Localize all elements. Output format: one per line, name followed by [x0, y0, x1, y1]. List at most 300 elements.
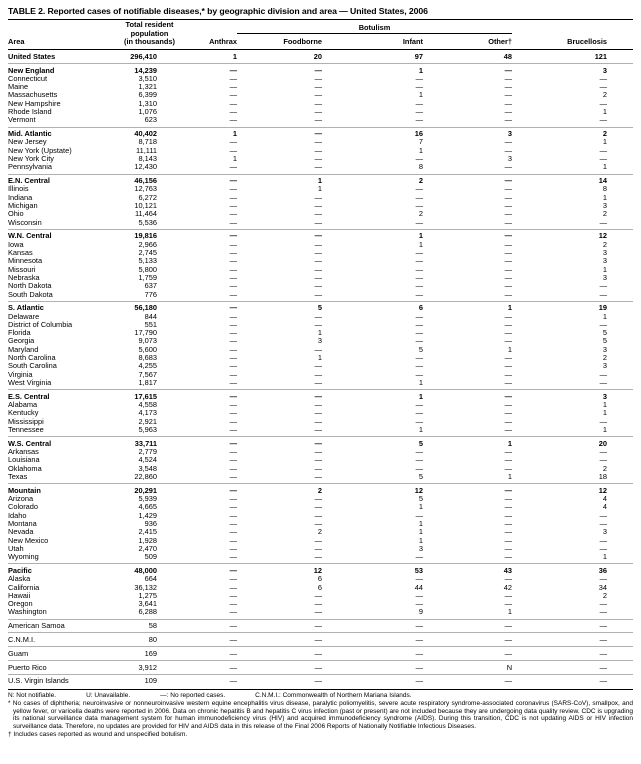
brucellosis-cell: 5 — [602, 336, 608, 346]
anthrax-cell: — — [229, 239, 237, 249]
area-name-cell: Indiana — [8, 192, 33, 202]
botulism-other-cell: — — [504, 82, 513, 92]
botulism-foodborne-cell: — — [314, 590, 322, 600]
population-cell: 2,921 — [138, 416, 157, 426]
botulism-infant-cell: — — [415, 400, 423, 410]
botulism-infant-cell: 2 — [418, 209, 423, 219]
population-cell: 2,966 — [138, 239, 157, 249]
botulism-other-cell: — — [504, 217, 513, 227]
brucellosis-cell: 3 — [512, 390, 633, 401]
area-name-cell: Illinois — [8, 184, 29, 194]
population-cell: 3,641 — [138, 599, 157, 609]
botulism-infant-cell: 5 — [322, 437, 423, 448]
area-name-cell: Connecticut — [8, 73, 48, 83]
botulism-foodborne-cell: — — [314, 311, 322, 321]
population-cell: 6,399 — [138, 90, 157, 100]
anthrax-cell: — — [157, 674, 237, 689]
brucellosis-cell: 3 — [602, 344, 608, 354]
area-name-cell: South Carolina — [8, 361, 57, 371]
anthrax-cell: — — [229, 336, 237, 346]
botulism-foodborne-cell: — — [237, 390, 322, 401]
brucellosis-cell: 3 — [602, 256, 608, 266]
brucellosis-cell: 34 — [598, 582, 608, 592]
population-cell: 2,779 — [138, 447, 157, 457]
area-name-cell: Mississippi — [8, 416, 44, 426]
area-row — [8, 647, 633, 661]
population-cell: 1,076 — [138, 107, 157, 117]
botulism-foodborne-cell: — — [314, 361, 322, 371]
area-name-cell: Maine — [8, 82, 29, 92]
anthrax-cell: — — [157, 564, 237, 575]
area-name-cell: Alaska — [8, 574, 31, 584]
botulism-foodborne-cell: 3 — [317, 336, 322, 346]
area-name-cell: Texas — [8, 471, 28, 481]
population-cell: 36,132 — [134, 582, 157, 592]
anthrax-cell: — — [229, 416, 237, 426]
area-name-cell: Kansas — [8, 248, 33, 258]
botulism-other-cell: — — [504, 264, 513, 274]
botulism-foodborne-cell: — — [314, 377, 322, 387]
brucellosis-cell: — — [599, 607, 608, 617]
botulism-foodborne-cell: — — [314, 424, 322, 434]
botulism-infant-cell: — — [322, 674, 423, 689]
botulism-foodborne-cell: — — [314, 607, 322, 617]
division-row — [8, 49, 633, 63]
area-name-cell: Oregon — [8, 599, 33, 609]
area-name-cell: Florida — [8, 328, 31, 338]
area-name-cell: New Mexico — [8, 535, 49, 545]
botulism-infant-cell: 5 — [418, 471, 423, 481]
population-cell: 3,912 — [98, 661, 157, 675]
botulism-other-cell: — — [504, 502, 513, 512]
brucellosis-cell: — — [599, 416, 608, 426]
anthrax-cell: — — [229, 82, 237, 92]
area-name-cell: Wyoming — [8, 552, 39, 562]
anthrax-cell: — — [229, 328, 237, 338]
botulism-infant-cell: — — [415, 416, 423, 426]
anthrax-cell: — — [229, 502, 237, 512]
brucellosis-cell: 3 — [602, 527, 608, 537]
population-cell: 8,718 — [138, 137, 157, 147]
area-name-cell: New England — [8, 64, 98, 75]
column-header-botulism-infant: Infant — [322, 34, 423, 50]
population-cell: 40,402 — [98, 127, 157, 138]
anthrax-cell: — — [157, 390, 237, 401]
botulism-other-cell: — — [504, 552, 513, 562]
botulism-other-cell: — — [504, 239, 513, 249]
botulism-infant-cell: — — [415, 319, 423, 329]
area-name-cell: Utah — [8, 543, 24, 553]
botulism-other-cell: 1 — [423, 301, 512, 312]
population-cell: 46,156 — [98, 174, 157, 185]
brucellosis-cell: 36 — [512, 564, 633, 575]
population-cell: 17,615 — [98, 390, 157, 401]
area-name-cell: Pennsylvania — [8, 162, 52, 172]
brucellosis-cell: 1 — [602, 162, 608, 172]
botulism-foodborne-cell: — — [314, 90, 322, 100]
division-row — [8, 301, 633, 312]
brucellosis-cell: 2 — [602, 590, 608, 600]
botulism-other-cell: — — [504, 328, 513, 338]
anthrax-cell: 1 — [157, 127, 237, 138]
botulism-infant-cell: — — [415, 115, 423, 125]
botulism-other-cell: — — [504, 145, 513, 155]
brucellosis-cell: — — [599, 510, 608, 520]
anthrax-cell: — — [229, 535, 237, 545]
population-cell: 6,288 — [138, 607, 157, 617]
table-header — [8, 20, 633, 50]
population-cell: 664 — [144, 574, 157, 584]
brucellosis-cell: 4 — [602, 494, 608, 504]
population-cell: 2,745 — [138, 248, 157, 258]
botulism-foodborne-cell: — — [314, 272, 322, 282]
area-row — [8, 661, 633, 675]
botulism-infant-cell: — — [415, 82, 423, 92]
area-row — [8, 553, 633, 564]
botulism-other-cell: — — [504, 369, 513, 379]
botulism-infant-cell: — — [415, 447, 423, 457]
brucellosis-cell: 8 — [602, 184, 608, 194]
brucellosis-cell: — — [512, 674, 633, 689]
botulism-foodborne-cell: — — [314, 145, 322, 155]
area-name-cell: Oklahoma — [8, 463, 42, 473]
botulism-other-cell: — — [504, 400, 513, 410]
population-cell: 776 — [144, 289, 157, 299]
population-cell: 14,239 — [98, 64, 157, 75]
area-name-cell: Louisiana — [8, 455, 40, 465]
anthrax-cell: — — [157, 484, 237, 495]
botulism-infant-cell: — — [415, 552, 423, 562]
brucellosis-cell: 3 — [602, 361, 608, 371]
area-name-cell: W.N. Central — [8, 229, 98, 240]
botulism-other-cell: 1 — [507, 344, 513, 354]
anthrax-cell: — — [229, 344, 237, 354]
area-name-cell: Arkansas — [8, 447, 39, 457]
anthrax-cell: — — [229, 510, 237, 520]
botulism-other-cell: — — [504, 353, 513, 363]
population-cell: 4,558 — [138, 400, 157, 410]
botulism-other-cell: — — [504, 184, 513, 194]
column-header-anthrax: Anthrax — [157, 20, 237, 50]
botulism-infant-cell: 1 — [322, 64, 423, 75]
brucellosis-cell: — — [599, 455, 608, 465]
population-cell: 4,255 — [138, 361, 157, 371]
botulism-foodborne-cell: — — [314, 98, 322, 108]
area-name-cell: Mountain — [8, 484, 98, 495]
population-header-lines — [120, 21, 179, 47]
botulism-infant-cell: 97 — [414, 51, 423, 61]
area-name-cell: North Dakota — [8, 281, 52, 291]
botulism-infant-cell: — — [415, 98, 423, 108]
area-row — [8, 674, 633, 689]
brucellosis-cell: 5 — [602, 328, 608, 338]
area-name-cell: Rhode Island — [8, 107, 52, 117]
botulism-infant-cell: — — [415, 336, 423, 346]
anthrax-cell: — — [229, 145, 237, 155]
botulism-infant-cell: 1 — [322, 229, 423, 240]
botulism-other-cell: — — [504, 272, 513, 282]
population-cell: 3,510 — [138, 73, 157, 83]
population-cell: 7,567 — [138, 369, 157, 379]
population-cell: 33,711 — [98, 437, 157, 448]
botulism-infant-cell: — — [415, 281, 423, 291]
population-cell: 4,173 — [138, 408, 157, 418]
anthrax-cell: — — [229, 463, 237, 473]
botulism-infant-cell: 9 — [418, 607, 423, 617]
area-name-cell: E.N. Central — [8, 174, 98, 185]
notifiable-diseases-table — [8, 19, 633, 690]
anthrax-cell: — — [229, 494, 237, 504]
population-cell: 5,963 — [138, 424, 157, 434]
brucellosis-cell: — — [599, 543, 608, 553]
brucellosis-cell: 3 — [602, 201, 608, 211]
botulism-other-cell: — — [504, 494, 513, 504]
botulism-foodborne-cell: 1 — [237, 174, 322, 185]
botulism-foodborne-cell: — — [314, 73, 322, 83]
anthrax-cell: — — [229, 377, 237, 387]
column-header-botulism-group: Botulism — [237, 20, 512, 34]
population-cell: 509 — [144, 552, 157, 562]
anthrax-cell: — — [229, 192, 237, 202]
population-cell: 169 — [98, 647, 157, 661]
population-cell: 5,133 — [138, 256, 157, 266]
botulism-other-cell: — — [504, 248, 513, 258]
botulism-infant-cell: — — [415, 264, 423, 274]
botulism-infant-cell: — — [322, 633, 423, 647]
area-name-cell: California — [8, 582, 40, 592]
botulism-foodborne-cell: — — [314, 115, 322, 125]
botulism-other-cell: — — [504, 256, 513, 266]
brucellosis-cell: 1 — [602, 552, 608, 562]
botulism-other-cell: — — [504, 209, 513, 219]
botulism-infant-cell: — — [415, 154, 423, 164]
area-name-cell: Minnesota — [8, 256, 43, 266]
botulism-foodborne-cell: — — [237, 661, 322, 675]
population-header-line-1: Total resident — [125, 20, 174, 29]
brucellosis-cell: 12 — [512, 484, 633, 495]
brucellosis-cell: — — [599, 377, 608, 387]
botulism-other-cell: — — [504, 455, 513, 465]
botulism-other-cell: — — [504, 107, 513, 117]
population-cell: 12,430 — [134, 162, 157, 172]
botulism-other-cell: 1 — [507, 471, 513, 481]
brucellosis-cell: 1 — [602, 192, 608, 202]
population-cell: 109 — [98, 674, 157, 689]
brucellosis-cell: — — [599, 98, 608, 108]
brucellosis-cell: 1 — [602, 311, 608, 321]
brucellosis-cell: — — [599, 154, 608, 164]
botulism-foodborne-cell: — — [314, 107, 322, 117]
botulism-foodborne-cell: — — [314, 408, 322, 418]
brucellosis-cell: 2 — [602, 463, 608, 473]
botulism-foodborne-cell: — — [314, 217, 322, 227]
botulism-other-cell: — — [504, 377, 513, 387]
botulism-infant-cell: — — [415, 73, 423, 83]
botulism-infant-cell: 6 — [322, 301, 423, 312]
anthrax-cell: — — [229, 256, 237, 266]
area-name-cell: Arizona — [8, 494, 34, 504]
botulism-foodborne-cell: 5 — [237, 301, 322, 312]
area-row — [8, 116, 633, 127]
anthrax-cell: 1 — [232, 154, 237, 164]
area-name-cell: S. Atlantic — [8, 301, 98, 312]
anthrax-cell: — — [229, 599, 237, 609]
botulism-foodborne-cell: — — [314, 154, 322, 164]
area-name-cell: Iowa — [8, 239, 24, 249]
brucellosis-cell: — — [599, 599, 608, 609]
population-cell: 58 — [98, 619, 157, 633]
botulism-foodborne-cell: — — [314, 369, 322, 379]
botulism-infant-cell: — — [415, 184, 423, 194]
area-name-cell: Michigan — [8, 201, 38, 211]
botulism-foodborne-cell: — — [314, 400, 322, 410]
botulism-other-cell: — — [504, 518, 513, 528]
botulism-infant-cell: — — [415, 574, 423, 584]
area-name-cell: Kentucky — [8, 408, 39, 418]
anthrax-cell: — — [229, 518, 237, 528]
botulism-infant-cell: — — [415, 353, 423, 363]
anthrax-cell: — — [229, 162, 237, 172]
botulism-foodborne-cell: — — [314, 599, 322, 609]
brucellosis-cell: 2 — [602, 209, 608, 219]
botulism-foodborne-cell: 20 — [313, 51, 322, 61]
area-name-cell: Ohio — [8, 209, 24, 219]
botulism-infant-cell: 8 — [418, 162, 423, 172]
botulism-infant-cell: — — [322, 647, 423, 661]
botulism-other-cell: — — [504, 543, 513, 553]
anthrax-cell: — — [229, 137, 237, 147]
area-name-cell: E.S. Central — [8, 390, 98, 401]
area-name-cell: New Jersey — [8, 137, 47, 147]
brucellosis-cell: 121 — [594, 51, 608, 61]
brucellosis-cell: 19 — [512, 301, 633, 312]
botulism-infant-cell: 44 — [414, 582, 423, 592]
legend-unavailable: U: Unavailable. — [86, 691, 131, 699]
population-header-line-2: population — [130, 28, 169, 38]
area-name-cell: Alabama — [8, 400, 38, 410]
legend-no-reported-cases: —: No reported cases. — [160, 691, 226, 699]
botulism-foodborne-cell: — — [314, 289, 322, 299]
brucellosis-cell: 2 — [602, 90, 608, 100]
brucellosis-cell: 1 — [602, 400, 608, 410]
anthrax-cell: — — [229, 361, 237, 371]
area-name-cell: New York City — [8, 154, 55, 164]
population-cell: 1,928 — [138, 535, 157, 545]
population-cell: 17,790 — [134, 328, 157, 338]
botulism-other-cell: — — [504, 527, 513, 537]
botulism-foodborne-cell: — — [314, 447, 322, 457]
area-name-cell: New York (Upstate) — [8, 145, 72, 155]
population-cell: 11,464 — [134, 209, 157, 219]
botulism-foodborne-cell: — — [314, 494, 322, 504]
brucellosis-cell: 2 — [602, 239, 608, 249]
population-cell: 296,410 — [130, 51, 157, 61]
anthrax-cell: — — [229, 424, 237, 434]
anthrax-cell: — — [229, 272, 237, 282]
anthrax-cell: — — [229, 201, 237, 211]
botulism-other-cell: — — [423, 647, 512, 661]
botulism-other-cell: 48 — [503, 51, 513, 61]
botulism-foodborne-cell: 12 — [237, 564, 322, 575]
botulism-infant-cell: — — [415, 369, 423, 379]
brucellosis-cell: — — [599, 217, 608, 227]
brucellosis-cell: — — [599, 574, 608, 584]
population-cell: 19,816 — [98, 229, 157, 240]
population-cell: 20,291 — [98, 484, 157, 495]
brucellosis-cell: — — [599, 535, 608, 545]
anthrax-cell: — — [229, 471, 237, 481]
botulism-infant-cell: 5 — [418, 494, 423, 504]
column-header-brucellosis: Brucellosis — [512, 20, 633, 50]
anthrax-cell: — — [229, 217, 237, 227]
botulism-foodborne-cell: — — [314, 137, 322, 147]
area-row — [8, 379, 633, 390]
population-cell: 1,817 — [138, 377, 157, 387]
botulism-foodborne-cell: — — [314, 463, 322, 473]
brucellosis-cell: 2 — [602, 353, 608, 363]
area-name-cell: Idaho — [8, 510, 27, 520]
botulism-infant-cell: — — [415, 272, 423, 282]
botulism-foodborne-cell: 1 — [317, 184, 322, 194]
botulism-other-cell: 3 — [507, 154, 513, 164]
area-name-cell: Washington — [8, 607, 47, 617]
anthrax-cell: — — [229, 115, 237, 125]
population-cell: 1,759 — [138, 272, 157, 282]
area-name-cell: South Dakota — [8, 289, 53, 299]
botulism-foodborne-cell: 2 — [317, 527, 322, 537]
population-cell: 12,763 — [134, 184, 157, 194]
footnote-dagger: † Includes cases reported as wound and unspecified botulism. — [8, 730, 188, 738]
botulism-infant-cell: 1 — [322, 390, 423, 401]
anthrax-cell: — — [229, 552, 237, 562]
area-name-cell: W.S. Central — [8, 437, 98, 448]
anthrax-cell: — — [229, 400, 237, 410]
botulism-other-cell: — — [423, 64, 512, 75]
population-cell: 623 — [144, 115, 157, 125]
botulism-foodborne-cell: — — [314, 248, 322, 258]
botulism-foodborne-cell: — — [314, 344, 322, 354]
anthrax-cell: — — [229, 369, 237, 379]
botulism-foodborne-cell: — — [314, 162, 322, 172]
brucellosis-cell: — — [599, 289, 608, 299]
area-name-cell: C.N.M.I. — [8, 633, 98, 647]
botulism-other-cell: — — [423, 674, 512, 689]
anthrax-cell: — — [229, 289, 237, 299]
botulism-infant-cell: — — [415, 463, 423, 473]
area-name-cell: Tennessee — [8, 424, 44, 434]
botulism-other-cell: — — [504, 73, 513, 83]
botulism-foodborne-cell: — — [237, 647, 322, 661]
botulism-foodborne-cell: — — [314, 416, 322, 426]
column-header-botulism-other: Other† — [423, 34, 512, 50]
area-name-cell: Georgia — [8, 336, 35, 346]
area-row — [8, 291, 633, 302]
botulism-foodborne-cell: — — [314, 209, 322, 219]
population-cell: 1,321 — [138, 82, 157, 92]
anthrax-cell: — — [229, 543, 237, 553]
botulism-foodborne-cell: — — [314, 471, 322, 481]
area-name-cell: District of Columbia — [8, 319, 73, 329]
botulism-infant-cell: — — [415, 510, 423, 520]
botulism-infant-cell: 16 — [322, 127, 423, 138]
anthrax-cell: — — [157, 619, 237, 633]
botulism-infant-cell: 1 — [418, 377, 423, 387]
botulism-other-cell: — — [504, 408, 513, 418]
legend-not-notifiable: N: Not notifiable. — [8, 691, 57, 699]
brucellosis-cell: 1 — [602, 107, 608, 117]
anthrax-cell: — — [229, 319, 237, 329]
area-name-cell: Montana — [8, 518, 37, 528]
